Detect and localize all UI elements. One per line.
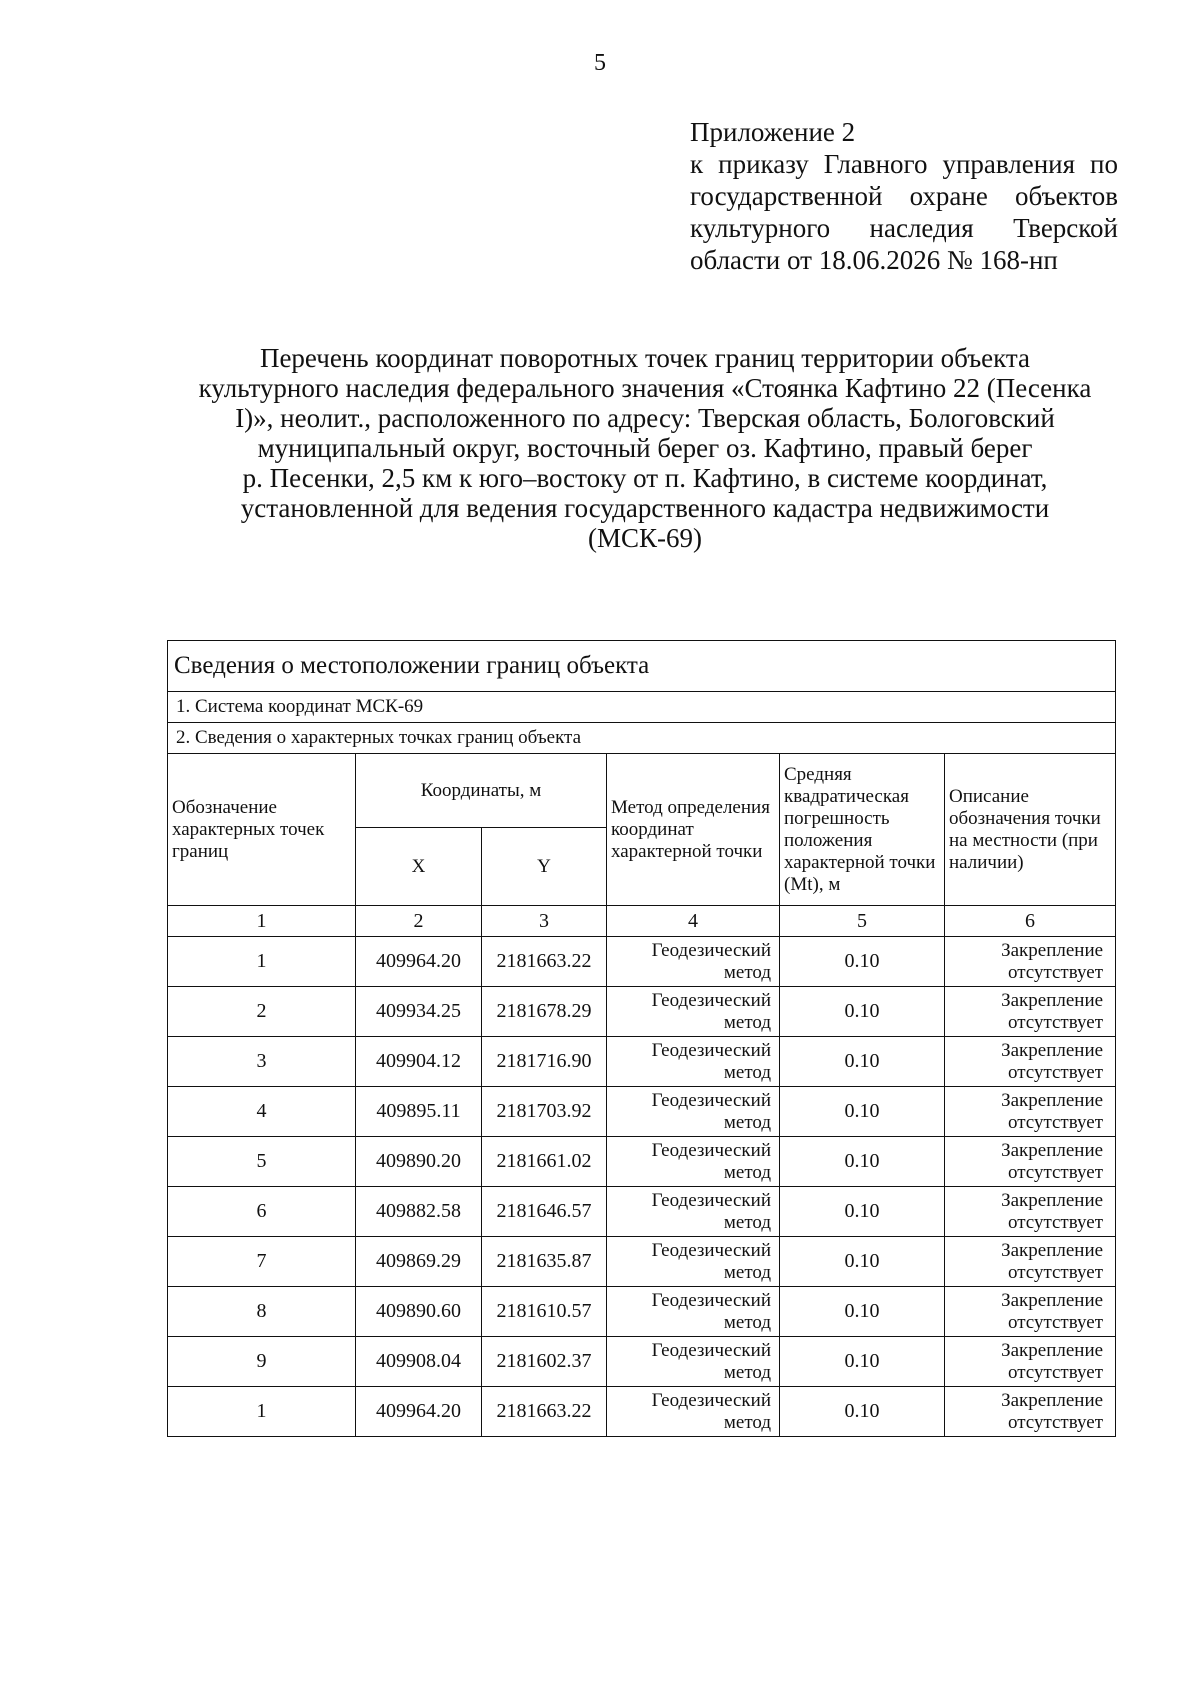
title-line: (МСК-69) (588, 523, 702, 553)
method-line: метод (723, 1211, 771, 1233)
table-row (168, 1337, 1116, 1387)
coord-y: 2181663.22 (482, 937, 607, 987)
coord-y: 2181678.29 (482, 987, 607, 1037)
error-value: 0.10 (780, 1087, 945, 1137)
appendix-line: Приложение 2 (690, 117, 856, 147)
description-line: отсутствует (1008, 1111, 1104, 1133)
header-designation: Обозначение характерных точек границ (168, 754, 356, 906)
column-number: 6 (945, 906, 1116, 937)
description-line: отсутствует (1008, 1161, 1104, 1183)
description-line: отсутствует (1008, 961, 1104, 983)
description-cell (945, 1187, 1116, 1237)
description-line: Закрепление (1001, 939, 1104, 961)
method-cell (607, 1337, 780, 1387)
description-cell (945, 1287, 1116, 1337)
method-cell (607, 1037, 780, 1087)
column-number: 1 (168, 906, 356, 937)
error-value: 0.10 (780, 937, 945, 987)
table-row (168, 1287, 1116, 1337)
appendix-line: к приказу Главного управления по (690, 149, 1118, 179)
coord-y: 2181703.92 (482, 1087, 607, 1137)
coord-y: 2181646.57 (482, 1187, 607, 1237)
title-line: I)», неолит., расположенного по адресу: Тверская область, Бологовский (235, 403, 1055, 433)
method-line: метод (723, 1061, 771, 1083)
description-cell (945, 1137, 1116, 1187)
description-line: отсутствует (1008, 1411, 1104, 1433)
method-cell (607, 987, 780, 1037)
table-row (168, 937, 1116, 987)
coord-y: 2181661.02 (482, 1137, 607, 1187)
description-line: Закрепление (1001, 1239, 1104, 1261)
method-line: метод (723, 1011, 771, 1033)
description-line: Закрепление (1001, 1139, 1104, 1161)
description-line: отсутствует (1008, 1361, 1104, 1383)
error-value: 0.10 (780, 1337, 945, 1387)
column-number: 5 (780, 906, 945, 937)
point-number: 5 (168, 1137, 356, 1187)
coord-x: 409869.29 (356, 1237, 482, 1287)
column-number: 3 (482, 906, 607, 937)
coordinates-table (167, 640, 1116, 1437)
coord-x: 409890.20 (356, 1137, 482, 1187)
point-number: 4 (168, 1087, 356, 1137)
method-cell (607, 1237, 780, 1287)
point-number: 6 (168, 1187, 356, 1237)
error-value: 0.10 (780, 1137, 945, 1187)
description-line: Закрепление (1001, 1189, 1104, 1211)
method-line: Геодезический (651, 1339, 771, 1361)
coord-x: 409964.20 (356, 1387, 482, 1437)
coord-y: 2181610.57 (482, 1287, 607, 1337)
coord-y: 2181635.87 (482, 1237, 607, 1287)
description-line: отсутствует (1008, 1011, 1104, 1033)
description-cell (945, 1387, 1116, 1437)
coord-x: 409904.12 (356, 1037, 482, 1087)
description-line: отсутствует (1008, 1061, 1104, 1083)
description-cell (945, 987, 1116, 1037)
table-row (168, 1237, 1116, 1287)
header-error: Средняя квадратическая погрешность положения характерной точки (Mt), м (780, 754, 945, 906)
method-line: Геодезический (651, 1239, 771, 1261)
table-row (168, 987, 1116, 1037)
method-line: Геодезический (651, 1289, 771, 1311)
error-value: 0.10 (780, 1237, 945, 1287)
table-row (168, 1187, 1116, 1237)
header-coordinates: Координаты, м (356, 754, 607, 828)
point-number: 9 (168, 1337, 356, 1387)
error-value: 0.10 (780, 1037, 945, 1087)
method-line: Геодезический (651, 989, 771, 1011)
title-line: р. Песенки, 2,5 км к юго–востоку от п. Кафтино, в системе координат, (242, 463, 1048, 493)
appendix-line: государственной охране объектов (690, 181, 1118, 211)
table-row (168, 1387, 1116, 1437)
method-line: метод (723, 1411, 771, 1433)
description-cell (945, 1237, 1116, 1287)
description-line: Закрепление (1001, 1039, 1104, 1061)
appendix-line: области от 18.06.2026 № 168-нп (690, 245, 1058, 275)
point-number: 1 (168, 937, 356, 987)
table-row (168, 1087, 1116, 1137)
document-title (150, 343, 1140, 553)
description-line: Закрепление (1001, 1339, 1104, 1361)
point-number: 2 (168, 987, 356, 1037)
page-number: 5 (594, 50, 606, 76)
description-cell (945, 1037, 1116, 1087)
table-row (168, 1037, 1116, 1087)
title-line: установленной для ведения государственного кадастра недвижимости (240, 493, 1050, 523)
method-line: метод (723, 1261, 771, 1283)
description-cell (945, 937, 1116, 987)
description-line: Закрепление (1001, 1089, 1104, 1111)
coord-x: 409964.20 (356, 937, 482, 987)
title-line: Перечень координат поворотных точек границ территории объекта (259, 343, 1031, 373)
method-cell (607, 1137, 780, 1187)
coord-x: 409934.25 (356, 987, 482, 1037)
method-line: Геодезический (651, 1189, 771, 1211)
coord-x: 409908.04 (356, 1337, 482, 1387)
point-number: 8 (168, 1287, 356, 1337)
error-value: 0.10 (780, 1187, 945, 1237)
method-line: Геодезический (651, 939, 771, 961)
header-method: Метод определения координат характерной точки (607, 754, 780, 906)
header-y: Y (482, 828, 607, 906)
column-number: 4 (607, 906, 780, 937)
point-number: 3 (168, 1037, 356, 1087)
description-line: отсутствует (1008, 1311, 1104, 1333)
coord-y: 2181663.22 (482, 1387, 607, 1437)
header-x: X (356, 828, 482, 906)
description-line: отсутствует (1008, 1211, 1104, 1233)
method-line: метод (723, 1161, 771, 1183)
coord-x: 409882.58 (356, 1187, 482, 1237)
section-title: Сведения о местоположении границ объекта (168, 641, 1116, 692)
description-cell (945, 1087, 1116, 1137)
appendix-line: культурного наследия Тверской (690, 213, 1118, 243)
error-value: 0.10 (780, 987, 945, 1037)
description-line: Закрепление (1001, 989, 1104, 1011)
method-cell (607, 1087, 780, 1137)
description-line: Закрепление (1001, 1389, 1104, 1411)
method-line: Геодезический (651, 1089, 771, 1111)
points-info: 2. Сведения о характерных точках границ объекта (168, 723, 1116, 754)
error-value: 0.10 (780, 1387, 945, 1437)
column-number-row (168, 906, 1116, 937)
method-line: метод (723, 1361, 771, 1383)
description-cell (945, 1337, 1116, 1387)
method-cell (607, 937, 780, 987)
coord-y: 2181602.37 (482, 1337, 607, 1387)
error-value: 0.10 (780, 1287, 945, 1337)
coordinate-system: 1. Система координат МСК-69 (168, 692, 1116, 723)
title-line: муниципальный округ, восточный берег оз. Кафтино, правый берег (257, 433, 1033, 463)
method-line: Геодезический (651, 1039, 771, 1061)
description-line: отсутствует (1008, 1261, 1104, 1283)
coord-x: 409890.60 (356, 1287, 482, 1337)
method-cell (607, 1287, 780, 1337)
description-line: Закрепление (1001, 1289, 1104, 1311)
title-line: культурного наследия федерального значения «Стоянка Кафтино 22 (Песенка (198, 373, 1092, 403)
table-row (168, 1137, 1116, 1187)
method-line: Геодезический (651, 1389, 771, 1411)
column-number: 2 (356, 906, 482, 937)
point-number: 7 (168, 1237, 356, 1287)
method-line: метод (723, 1111, 771, 1133)
coord-x: 409895.11 (356, 1087, 482, 1137)
header-description: Описание обозначения точки на местности (при наличии) (945, 754, 1116, 906)
method-line: метод (723, 961, 771, 983)
point-number: 1 (168, 1387, 356, 1437)
method-cell (607, 1387, 780, 1437)
method-line: метод (723, 1311, 771, 1333)
method-line: Геодезический (651, 1139, 771, 1161)
coord-y: 2181716.90 (482, 1037, 607, 1087)
method-cell (607, 1187, 780, 1237)
appendix-block (690, 116, 1118, 276)
